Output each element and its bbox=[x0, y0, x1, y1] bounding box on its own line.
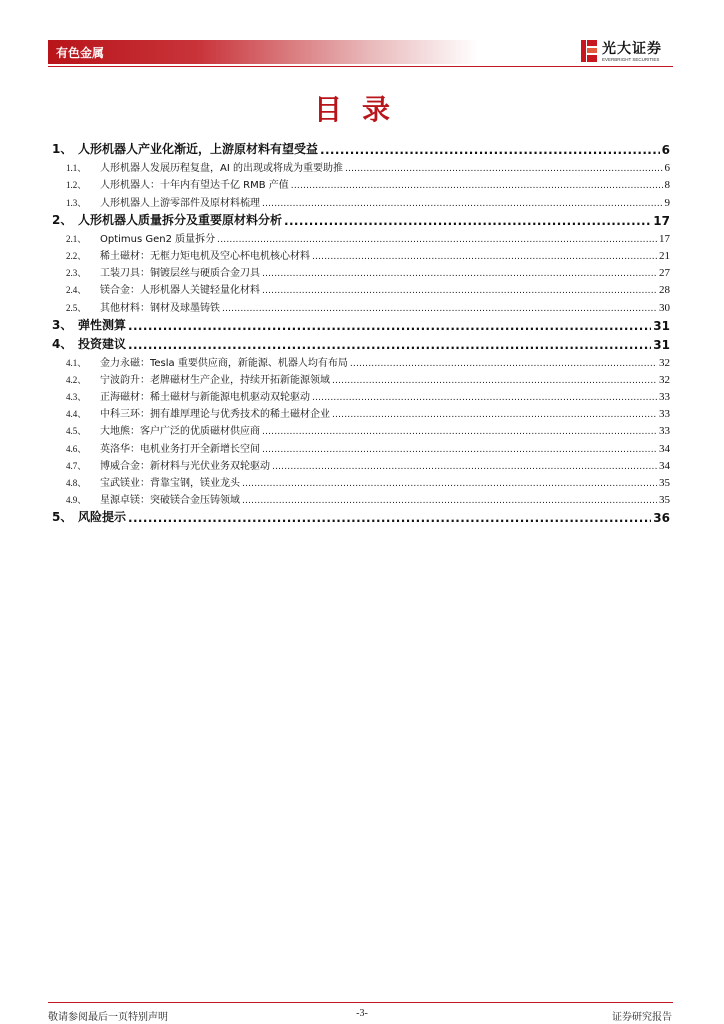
everbright-logo-icon bbox=[580, 38, 598, 64]
toc-number: 4.2、 bbox=[66, 374, 87, 385]
toc-number: 2.2、 bbox=[66, 250, 87, 261]
toc-title: 宝武镁业：背靠宝钢，镁业龙头 bbox=[100, 478, 240, 489]
toc-title: 金力永磁：Tesla 重要供应商，新能源、机器人均有布局 bbox=[100, 357, 348, 369]
toc-section[interactable] bbox=[52, 333, 670, 352]
toc-leader-dots bbox=[291, 181, 663, 191]
toc-subsection[interactable] bbox=[52, 455, 670, 472]
toc-title: 镁合金：人形机器人关键轻量化材料 bbox=[100, 285, 260, 297]
toc-number: 1、 bbox=[52, 142, 73, 156]
toc-leader-dots bbox=[332, 376, 657, 386]
toc-leader-dots bbox=[345, 164, 663, 174]
toc-page-number: 27 bbox=[659, 267, 670, 280]
header-rule bbox=[48, 66, 673, 67]
toc-leader-dots bbox=[128, 319, 651, 333]
toc-page-number: 35 bbox=[659, 477, 670, 489]
toc-title: 风险提示 bbox=[78, 510, 127, 525]
toc-subsection[interactable] bbox=[52, 352, 670, 369]
table-of-contents bbox=[52, 138, 670, 525]
toc-page-number: 17 bbox=[653, 213, 670, 228]
footer-rule bbox=[48, 1002, 673, 1003]
toc-title: 工装刀具：铜镀层丝与硬质合金刀具 bbox=[100, 268, 260, 280]
toc-title: 弹性测算 bbox=[78, 317, 127, 332]
toc-number: 4.7、 bbox=[66, 460, 87, 471]
toc-leader-dots bbox=[262, 269, 657, 279]
toc-leader-dots bbox=[262, 199, 663, 209]
toc-number: 2.1、 bbox=[66, 233, 87, 244]
toc-leader-dots bbox=[284, 214, 651, 228]
toc-number: 4.6、 bbox=[66, 443, 87, 454]
header-band bbox=[48, 40, 478, 64]
toc-page-number: 34 bbox=[659, 459, 670, 472]
toc-page-number: 28 bbox=[659, 284, 670, 297]
toc-number: 3、 bbox=[52, 317, 73, 332]
toc-title: 英洛华：电机业务打开全新增长空间 bbox=[100, 443, 260, 455]
toc-title: 人形机器人产业化渐近，上游原材料有望受益 bbox=[78, 142, 319, 156]
toc-leader-dots bbox=[222, 304, 657, 314]
toc-page-number: 33 bbox=[659, 408, 670, 421]
toc-title: 人形机器人质量拆分及重要原材料分析 bbox=[78, 212, 283, 227]
toc-page-number: 31 bbox=[653, 337, 670, 352]
toc-subsection[interactable] bbox=[52, 420, 670, 437]
toc-page-number: 21 bbox=[659, 249, 670, 262]
toc-title: 人形机器人：十年内有望达千亿 RMB 产值 bbox=[100, 180, 289, 192]
toc-number: 2.5、 bbox=[66, 302, 87, 313]
toc-title: 其他材料：钢材及球墨铸铁 bbox=[100, 302, 220, 314]
toc-number: 4.8、 bbox=[66, 478, 87, 488]
toc-leader-dots bbox=[262, 445, 657, 455]
toc-subsection[interactable] bbox=[52, 157, 670, 174]
toc-page-number: 35 bbox=[659, 494, 670, 507]
toc-page-number: 33 bbox=[659, 425, 670, 438]
toc-page-number: 31 bbox=[653, 318, 670, 333]
footer-page-number: -3- bbox=[356, 1008, 368, 1019]
toc-section[interactable] bbox=[52, 209, 670, 228]
toc-leader-dots bbox=[312, 252, 657, 262]
toc-number: 1.2、 bbox=[66, 180, 87, 191]
toc-leader-dots bbox=[262, 286, 657, 296]
toc-page-number: 6 bbox=[664, 162, 670, 175]
toc-page-number: 30 bbox=[659, 301, 670, 314]
toc-subsection[interactable] bbox=[52, 386, 670, 403]
toc-page-number: 36 bbox=[653, 511, 670, 526]
toc-number: 1.1、 bbox=[66, 163, 87, 174]
toc-subsection[interactable] bbox=[52, 472, 670, 489]
toc-subsection[interactable] bbox=[52, 262, 670, 279]
toc-page-number: 32 bbox=[659, 373, 670, 386]
toc-title: 人形机器人上游零部件及原材料梳理 bbox=[100, 197, 260, 209]
toc-number: 2.3、 bbox=[66, 268, 87, 279]
toc-title: 宁波韵升：老牌磁材生产企业，持续开拓新能源领域 bbox=[100, 374, 330, 386]
brand-name-en: EVERBRIGHT SECURITIES bbox=[602, 57, 660, 62]
footer-disclaimer: 敬请参阅最后一页特别声明 bbox=[48, 1012, 168, 1023]
toc-leader-dots bbox=[350, 359, 657, 369]
toc-leader-dots bbox=[332, 410, 657, 420]
footer-report-type: 证券研究报告 bbox=[612, 1012, 672, 1023]
toc-number: 1.3、 bbox=[66, 197, 87, 208]
toc-subsection[interactable] bbox=[52, 489, 670, 506]
toc-section[interactable] bbox=[52, 314, 670, 333]
toc-title: Optimus Gen2 质量拆分 bbox=[100, 233, 216, 245]
header-category: 有色金属 bbox=[56, 46, 105, 60]
toc-subsection[interactable] bbox=[52, 437, 670, 454]
toc-subsection[interactable] bbox=[52, 296, 670, 313]
toc-title: 投资建议 bbox=[78, 336, 127, 351]
toc-subsection[interactable] bbox=[52, 191, 670, 208]
toc-title: 大地熊：客户广泛的优质磁材供应商 bbox=[100, 426, 260, 438]
toc-number: 4.9、 bbox=[66, 495, 87, 506]
brand-name-cn: 光大证券 bbox=[602, 41, 662, 57]
toc-title: 星源卓镁：突破镁合金压铸领域 bbox=[100, 495, 240, 507]
toc-leader-dots bbox=[217, 235, 657, 245]
toc-title: 人形机器人发展历程复盘，AI 的出现或将成为重要助推 bbox=[100, 163, 343, 175]
toc-number: 4、 bbox=[52, 336, 73, 351]
toc-number: 4.4、 bbox=[66, 409, 87, 420]
toc-title: 中科三环：拥有雄厚理论与优秀技术的稀土磁材企业 bbox=[100, 409, 330, 421]
toc-subsection[interactable] bbox=[52, 174, 670, 191]
toc-title: 稀土磁材：无框力矩电机及空心杯电机核心材料 bbox=[100, 250, 310, 262]
toc-leader-dots bbox=[262, 427, 657, 437]
toc-page-number: 33 bbox=[659, 391, 670, 404]
toc-page-number: 32 bbox=[659, 356, 670, 369]
toc-leader-dots bbox=[320, 143, 660, 157]
toc-section[interactable] bbox=[52, 138, 670, 157]
toc-leader-dots bbox=[242, 479, 657, 489]
toc-number: 2.4、 bbox=[66, 285, 87, 296]
toc-section[interactable] bbox=[52, 506, 670, 525]
toc-number: 2、 bbox=[52, 212, 73, 227]
toc-subsection[interactable] bbox=[52, 245, 670, 262]
toc-page-number: 34 bbox=[659, 442, 670, 455]
toc-page-number: 9 bbox=[664, 196, 670, 209]
toc-page-number: 8 bbox=[664, 179, 670, 192]
toc-subsection[interactable] bbox=[52, 403, 670, 420]
toc-number: 4.5、 bbox=[66, 426, 87, 437]
toc-title: 博威合金：新材料与光伏业务双轮驱动 bbox=[100, 460, 270, 472]
toc-leader-dots bbox=[128, 338, 651, 352]
toc-leader-dots bbox=[272, 462, 657, 472]
page-title: 目录 bbox=[313, 93, 410, 126]
toc-page-number: 6 bbox=[661, 143, 670, 157]
brand-logo bbox=[580, 38, 680, 66]
toc-leader-dots bbox=[312, 393, 657, 403]
toc-title: 正海磁材：稀土磁材与新能源电机驱动双轮驱动 bbox=[100, 392, 310, 404]
toc-number: 4.3、 bbox=[66, 392, 87, 403]
toc-page-number: 17 bbox=[659, 232, 670, 245]
toc-subsection[interactable] bbox=[52, 369, 670, 386]
toc-leader-dots bbox=[128, 511, 651, 525]
toc-number: 5、 bbox=[52, 510, 73, 525]
toc-subsection[interactable] bbox=[52, 279, 670, 296]
toc-number: 4.1、 bbox=[66, 357, 87, 368]
toc-subsection[interactable] bbox=[52, 228, 670, 245]
toc-leader-dots bbox=[242, 496, 657, 506]
